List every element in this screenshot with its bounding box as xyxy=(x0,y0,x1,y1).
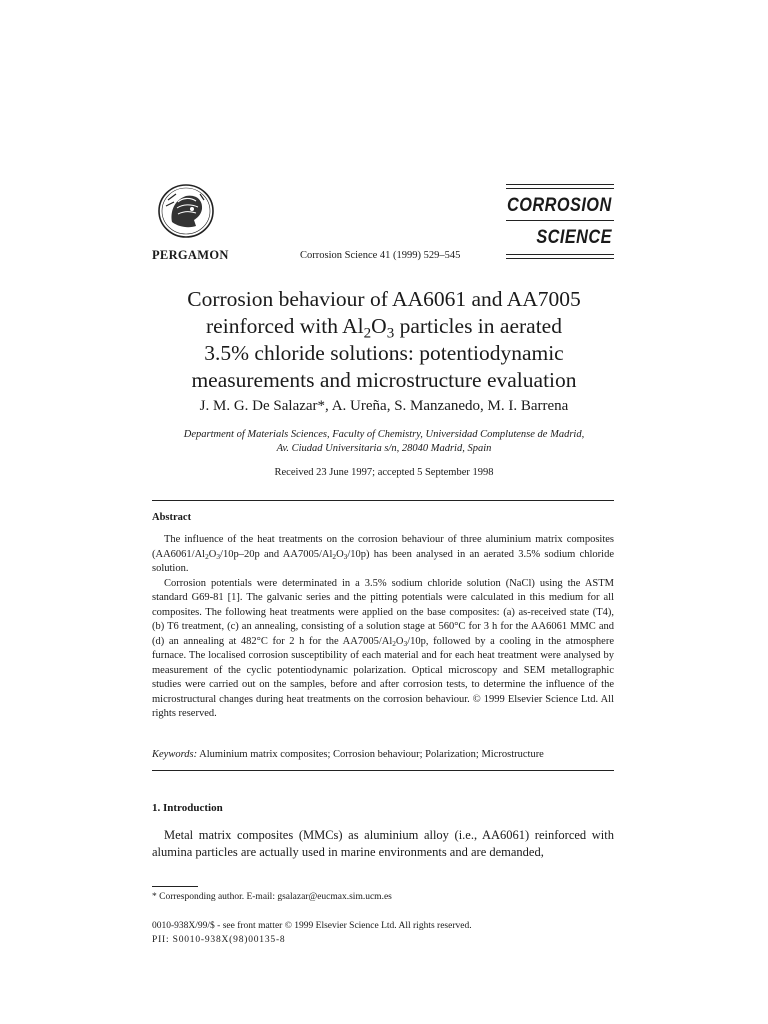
journal-logo xyxy=(506,184,614,262)
pergamon-logo-icon xyxy=(156,182,216,240)
journal-rule xyxy=(506,220,614,221)
keywords: Keywords: Aluminium matrix composites; Corrosion behaviour; Polarization; Microstructure xyxy=(152,749,544,760)
abstract-heading: Abstract xyxy=(152,512,192,523)
divider xyxy=(152,770,614,771)
footnote: * Corresponding author. E-mail: gsalazar@eucmax.sim.ucm.es xyxy=(152,892,392,902)
journal-rule xyxy=(506,254,614,255)
journal-rule xyxy=(506,188,614,189)
article-title xyxy=(120,286,648,394)
journal-name-line1: CORROSION xyxy=(507,195,612,216)
journal-rule xyxy=(506,258,614,259)
journal-name-line2: SCIENCE xyxy=(536,227,612,248)
author-list: J. M. G. De Salazar*, A. Ureña, S. Manzanedo, M. I. Barrena xyxy=(199,398,569,414)
footnote-rule xyxy=(152,886,198,887)
divider xyxy=(152,500,614,501)
introduction-body: Metal matrix composites (MMCs) as aluminium alloy (i.e., AA6061) reinforced with alumina particles are actually used in marine environments and are demanded, xyxy=(152,828,614,859)
title-line: Corrosion behaviour of AA6061 and AA7005 xyxy=(187,287,581,311)
publisher-name: PERGAMON xyxy=(152,248,229,262)
journal-rule xyxy=(506,184,614,185)
affiliation: Department of Materials Sciences, Faculty of Chemistry, Universidad Complutense de Madrid, Av. Ciudad Universitaria s/n, 28040 Madrid, Spain xyxy=(183,429,585,454)
abstract-paragraph: The influence of the heat treatments on the corrosion behaviour of three aluminium matrix composites ($AA6061/Al_2O_3/10p-20p$ and $AA7005/Al_2O_3/10p$) has been analysed in an aerated 3.5% sodium chloride solution. xyxy=(152,534,614,574)
title-line: reinforced with $Al_2O_3$ particles in aerated xyxy=(206,314,562,342)
abstract-paragraph: Corrosion potentials were determinated in a 3.5% sodium chloride solution (NaCl) using the ASTM standard G69-81 [1]. The galvanic series and the pitting potentials were calculated in this medium for all composites. The following heat treatments were applied on the base composites: (a) as-received state (T4), (b) T6 treatment, (c) an annealing, consisting of a solution stage at 560°C for 3 h for the AA6061 MMC and (d) an annealing at 482°C for 2 h for the $AA7005/Al_2O_3/10p$, followed by a cooling in the atmosphere furnace. The localised corrosion susceptibility of each material and for each heat treatment were analysed by measurement of the cyclic potentiodynamic polarization. Optical microscopy and SEM metallographic studies were carried out on the samples, before and after corrosion tests, to determine the influence of the microstructural changes during heat treatments on the corrosion behaviour. © 1999 Elsevier Science Ltd. All rights reserved. xyxy=(152,577,614,719)
abstract-body xyxy=(152,533,614,722)
title-line: 3.5% chloride solutions: potentiodynamic xyxy=(204,341,564,365)
received-date: Received 23 June 1997; accepted 5 September 1998 xyxy=(274,467,494,478)
front-matter-line: 0010-938X/99/$ - see front matter © 1999 Elsevier Science Ltd. All rights reserved. xyxy=(152,921,472,931)
section-heading: 1. Introduction xyxy=(152,802,223,814)
title-line: measurements and microstructure evaluation xyxy=(191,368,577,392)
journal-citation: Corrosion Science 41 (1999) 529–545 xyxy=(300,250,461,261)
pii-line: PII: S0010-938X(98)00135-8 xyxy=(152,935,286,945)
